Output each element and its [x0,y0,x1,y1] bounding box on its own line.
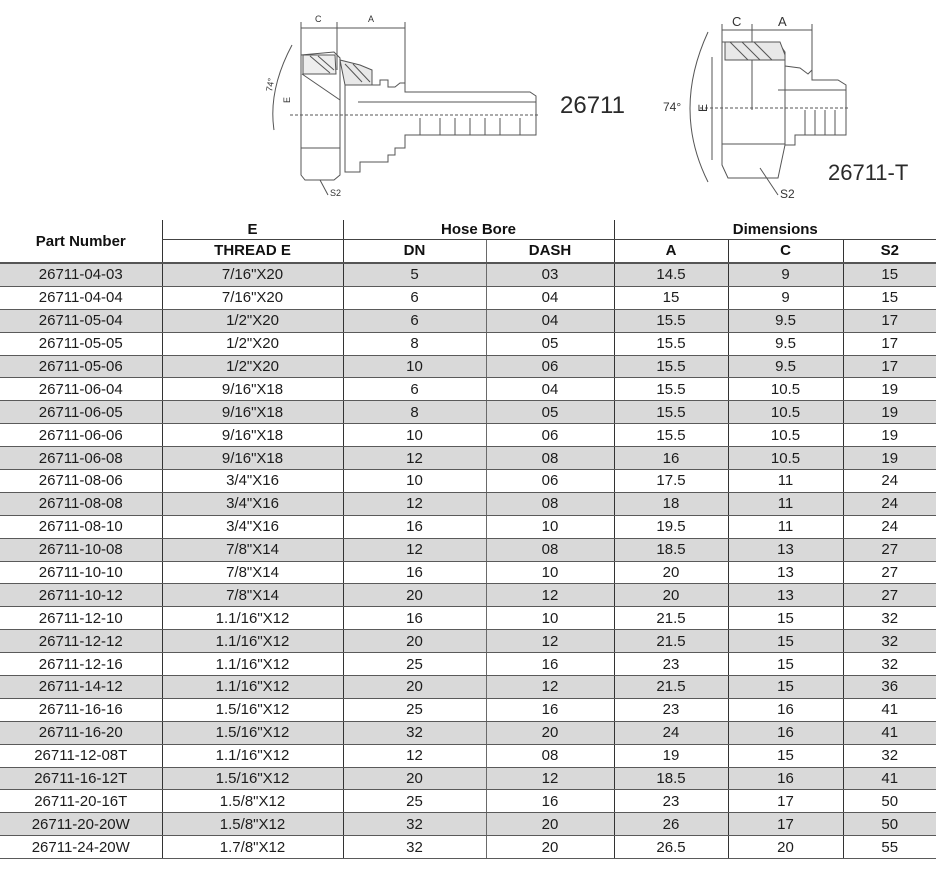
dn-cell: 20 [343,767,486,790]
part-number-cell: 26711-20-16T [0,790,162,813]
thread-e-cell: 1/2"X20 [162,309,343,332]
dash-cell: 08 [486,447,614,470]
thread-e-cell: 9/16"X18 [162,424,343,447]
dim-s2-cell: 17 [843,332,936,355]
dn-cell: 16 [343,561,486,584]
specification-table [0,220,936,859]
dash-cell: 12 [486,767,614,790]
dim-e-label: E [282,96,292,103]
table-row [0,790,936,813]
dash-cell: 10 [486,561,614,584]
dn-cell: 20 [343,676,486,699]
thread-e-cell: 9/16"X18 [162,401,343,424]
dash-cell: 20 [486,836,614,859]
dim-c-cell: 15 [728,676,843,699]
part-number-cell: 26711-16-20 [0,721,162,744]
drawing-26711-T [690,24,850,195]
dim-s2-cell: 17 [843,309,936,332]
dn-cell: 12 [343,492,486,515]
dash-cell: 04 [486,378,614,401]
table-row [0,813,936,836]
dn-cell: 6 [343,286,486,309]
dim-c-cell: 11 [728,492,843,515]
part-number-cell: 26711-05-04 [0,309,162,332]
table-row [0,836,936,859]
part-number-cell: 26711-10-12 [0,584,162,607]
dash-cell: 08 [486,492,614,515]
thread-e-cell: 9/16"X18 [162,447,343,470]
dn-cell: 20 [343,584,486,607]
header-group-e: E [162,220,343,240]
dim-c-cell: 15 [728,744,843,767]
dash-cell: 16 [486,790,614,813]
table-row [0,309,936,332]
drawing-26711 [273,22,540,195]
dim-s2-label: S2 [330,188,342,198]
dn-cell: 5 [343,263,486,286]
thread-e-cell: 1/2"X20 [162,355,343,378]
dim-s2-cell: 32 [843,630,936,653]
part-number-cell: 26711-16-16 [0,698,162,721]
dash-cell: 03 [486,263,614,286]
dim-a-label: A [368,14,375,24]
dim-a-cell: 15 [614,286,728,309]
dn-cell: 32 [343,721,486,744]
part-number-cell: 26711-06-08 [0,447,162,470]
dim-a-cell: 15.5 [614,309,728,332]
dim-s2-cell: 19 [843,401,936,424]
part-number-cell: 26711-10-10 [0,561,162,584]
part-number-cell: 26711-10-08 [0,538,162,561]
dim-a-cell: 26 [614,813,728,836]
thread-e-cell: 1.1/16"X12 [162,744,343,767]
part-number-cell: 26711-08-06 [0,470,162,493]
table-row [0,561,936,584]
dim-a-cell: 21.5 [614,607,728,630]
table-row [0,744,936,767]
table-row [0,630,936,653]
dim-a-cell: 21.5 [614,676,728,699]
dim-s2-cell: 32 [843,744,936,767]
dash-cell: 08 [486,538,614,561]
dim-c-cell: 20 [728,836,843,859]
part-number-cell: 26711-12-12 [0,630,162,653]
dim-s2-cell: 32 [843,607,936,630]
part-number-cell: 26711-05-06 [0,355,162,378]
dim-c-cell: 10.5 [728,401,843,424]
dim-c-cell: 9.5 [728,355,843,378]
angle-label: 74° [663,100,682,114]
dim-a-label: A [778,14,787,29]
thread-e-cell: 3/4"X16 [162,492,343,515]
part-number-cell: 26711-08-08 [0,492,162,515]
dim-c-cell: 10.5 [728,447,843,470]
dim-s2-cell: 27 [843,561,936,584]
dn-cell: 10 [343,424,486,447]
dim-a-cell: 23 [614,790,728,813]
header-dash: DASH [486,240,614,264]
dim-a-cell: 20 [614,584,728,607]
dash-cell: 16 [486,653,614,676]
part-number-cell: 26711-04-03 [0,263,162,286]
dash-cell: 10 [486,607,614,630]
dash-cell: 06 [486,424,614,447]
dim-c-cell: 9.5 [728,309,843,332]
table-row [0,470,936,493]
table-row [0,607,936,630]
thread-e-cell: 3/4"X16 [162,470,343,493]
dim-a-cell: 21.5 [614,630,728,653]
header-group-hose-bore: Hose Bore [343,220,614,240]
table-row [0,676,936,699]
dim-a-cell: 24 [614,721,728,744]
part-number-cell: 26711-06-04 [0,378,162,401]
part-number-cell: 26711-04-04 [0,286,162,309]
table-row [0,355,936,378]
dim-c-cell: 11 [728,470,843,493]
part-number-cell: 26711-06-06 [0,424,162,447]
dn-cell: 25 [343,698,486,721]
table-row [0,424,936,447]
part-number-cell: 26711-14-12 [0,676,162,699]
dim-c-cell: 13 [728,584,843,607]
dim-s2-cell: 55 [843,836,936,859]
dim-e-label: E [696,103,710,112]
dim-s2-cell: 15 [843,263,936,286]
dim-a-cell: 18.5 [614,538,728,561]
drawing-26711-labels [264,14,374,198]
thread-e-cell: 1.5/8"X12 [162,813,343,836]
part-number-cell: 26711-12-08T [0,744,162,767]
dash-cell: 12 [486,584,614,607]
dim-s2-cell: 41 [843,721,936,744]
thread-e-cell: 1.5/16"X12 [162,721,343,744]
dim-a-cell: 14.5 [614,263,728,286]
dn-cell: 32 [343,813,486,836]
dim-c-label: C [315,14,322,24]
table-row [0,332,936,355]
technical-drawings [0,0,936,212]
dim-s2-cell: 41 [843,767,936,790]
dim-s2-cell: 15 [843,286,936,309]
dim-c-cell: 16 [728,721,843,744]
dn-cell: 10 [343,470,486,493]
thread-e-cell: 7/8"X14 [162,561,343,584]
dn-cell: 8 [343,332,486,355]
header-part-number: Part Number [0,220,162,263]
table-body [0,263,936,859]
table-row [0,515,936,538]
dn-cell: 32 [343,836,486,859]
table-row [0,698,936,721]
dim-c-cell: 16 [728,698,843,721]
thread-e-cell: 1.5/16"X12 [162,698,343,721]
dash-cell: 20 [486,813,614,836]
dim-s2-cell: 17 [843,355,936,378]
thread-e-cell: 3/4"X16 [162,515,343,538]
thread-e-cell: 1.1/16"X12 [162,653,343,676]
dn-cell: 8 [343,401,486,424]
dim-s2-cell: 19 [843,424,936,447]
header-dn: DN [343,240,486,264]
dim-a-cell: 16 [614,447,728,470]
dim-s2-cell: 32 [843,653,936,676]
dim-c-label: C [732,14,742,29]
dim-c-cell: 15 [728,607,843,630]
dim-s2-cell: 36 [843,676,936,699]
dn-cell: 20 [343,630,486,653]
dim-s2-cell: 41 [843,698,936,721]
dim-s2-cell: 24 [843,470,936,493]
header-thread-e: THREAD E [162,240,343,264]
dim-a-cell: 15.5 [614,424,728,447]
dim-a-cell: 18 [614,492,728,515]
dim-a-cell: 23 [614,653,728,676]
part-number-cell: 26711-24-20W [0,836,162,859]
header-a: A [614,240,728,264]
dash-cell: 06 [486,470,614,493]
dim-s2-cell: 24 [843,492,936,515]
table-row [0,447,936,470]
dash-cell: 04 [486,309,614,332]
dn-cell: 12 [343,744,486,767]
dash-cell: 08 [486,744,614,767]
thread-e-cell: 1.7/8"X12 [162,836,343,859]
dim-s2-cell: 19 [843,378,936,401]
dim-c-cell: 17 [728,790,843,813]
dash-cell: 10 [486,515,614,538]
fitting-drawing-svg [0,0,936,212]
dim-a-cell: 18.5 [614,767,728,790]
dash-cell: 16 [486,698,614,721]
dn-cell: 6 [343,378,486,401]
dim-c-cell: 9 [728,286,843,309]
angle-label: 74° [264,77,277,93]
dim-s2-cell: 19 [843,447,936,470]
table-row [0,401,936,424]
part-number-cell: 26711-20-20W [0,813,162,836]
part-number-cell: 26711-16-12T [0,767,162,790]
model-number-26711: 26711 [560,92,625,119]
dim-a-cell: 17.5 [614,470,728,493]
dn-cell: 10 [343,355,486,378]
thread-e-cell: 1.5/8"X12 [162,790,343,813]
table-row [0,584,936,607]
dim-a-cell: 15.5 [614,332,728,355]
dash-cell: 05 [486,332,614,355]
thread-e-cell: 1.5/16"X12 [162,767,343,790]
dim-c-cell: 15 [728,630,843,653]
dash-cell: 12 [486,630,614,653]
dim-c-cell: 9 [728,263,843,286]
part-number-cell: 26711-08-10 [0,515,162,538]
dn-cell: 16 [343,607,486,630]
thread-e-cell: 7/8"X14 [162,538,343,561]
table-row [0,263,936,286]
dn-cell: 25 [343,790,486,813]
dim-c-cell: 13 [728,538,843,561]
table-row [0,721,936,744]
table-row [0,286,936,309]
table-row [0,538,936,561]
table-row [0,767,936,790]
dim-s2-cell: 27 [843,584,936,607]
part-number-cell: 26711-12-10 [0,607,162,630]
dim-a-cell: 20 [614,561,728,584]
dash-cell: 20 [486,721,614,744]
part-number-cell: 26711-12-16 [0,653,162,676]
dim-c-cell: 15 [728,653,843,676]
dim-c-cell: 10.5 [728,424,843,447]
header-group-dimensions: Dimensions [614,220,936,240]
part-number-cell: 26711-05-05 [0,332,162,355]
dim-s2-cell: 50 [843,790,936,813]
thread-e-cell: 9/16"X18 [162,378,343,401]
model-number-26711-T: 26711-T [828,160,909,185]
header-c: C [728,240,843,264]
dim-a-cell: 26.5 [614,836,728,859]
dim-c-cell: 17 [728,813,843,836]
dim-a-cell: 15.5 [614,401,728,424]
dim-c-cell: 9.5 [728,332,843,355]
thread-e-cell: 7/8"X14 [162,584,343,607]
dim-s2-cell: 24 [843,515,936,538]
dim-c-cell: 13 [728,561,843,584]
dash-cell: 06 [486,355,614,378]
dim-c-cell: 10.5 [728,378,843,401]
thread-e-cell: 7/16"X20 [162,263,343,286]
dash-cell: 05 [486,401,614,424]
dn-cell: 12 [343,538,486,561]
dn-cell: 12 [343,447,486,470]
dim-a-cell: 19.5 [614,515,728,538]
table-row [0,492,936,515]
dn-cell: 25 [343,653,486,676]
thread-e-cell: 1/2"X20 [162,332,343,355]
thread-e-cell: 1.1/16"X12 [162,676,343,699]
dim-s2-cell: 50 [843,813,936,836]
dn-cell: 16 [343,515,486,538]
dim-s2-cell: 27 [843,538,936,561]
thread-e-cell: 1.1/16"X12 [162,607,343,630]
header-s2: S2 [843,240,936,264]
dim-s2-label: S2 [780,187,795,201]
dim-a-cell: 15.5 [614,378,728,401]
table-row [0,653,936,676]
dash-cell: 04 [486,286,614,309]
thread-e-cell: 1.1/16"X12 [162,630,343,653]
dash-cell: 12 [486,676,614,699]
dim-a-cell: 23 [614,698,728,721]
thread-e-cell: 7/16"X20 [162,286,343,309]
dim-c-cell: 16 [728,767,843,790]
dim-c-cell: 11 [728,515,843,538]
part-number-cell: 26711-06-05 [0,401,162,424]
dn-cell: 6 [343,309,486,332]
table-row [0,378,936,401]
dim-a-cell: 19 [614,744,728,767]
dim-a-cell: 15.5 [614,355,728,378]
